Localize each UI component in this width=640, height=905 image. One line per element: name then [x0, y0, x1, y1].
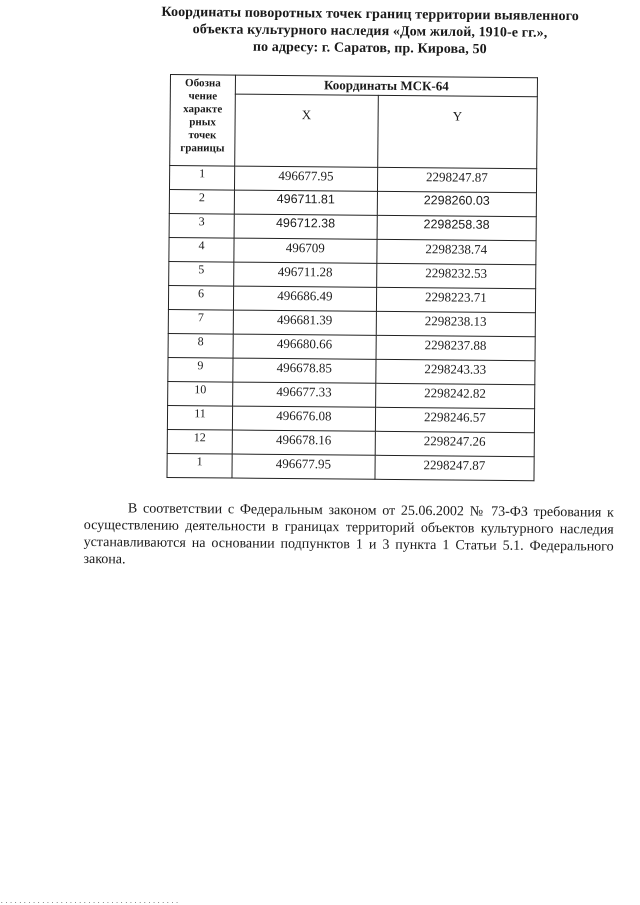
designation-header-part: границы [180, 142, 225, 155]
x-value: 496677.95 [232, 454, 375, 479]
designation-header-part: Обозна [185, 77, 221, 90]
designation-header-part: точек [188, 129, 217, 142]
y-value: 2298247.87 [375, 455, 534, 480]
legal-basis-paragraph: В соответствии с Федеральным законом от 25.06.2002 № 73-ФЗ требования к осуществлению деятельности в границах территорий объектов культурного наследия устанавливаются на основании подпунктов 1 и 3 пункта 1 Статьи 5.1. Федерального закона. [83, 501, 614, 568]
x-value: 496680.66 [233, 334, 376, 359]
x-value: 496678.85 [233, 358, 376, 383]
point-number: 3 [169, 213, 234, 238]
y-value: 2298243.33 [376, 359, 535, 384]
table-row [168, 285, 535, 312]
x-value: 496678.16 [232, 430, 375, 455]
point-number: 6 [168, 285, 233, 310]
x-value: 496677.33 [233, 382, 376, 407]
scan-edge-marks: ....................................... [0, 898, 180, 905]
y-value: 2298238.74 [377, 239, 536, 264]
point-number: 4 [169, 237, 234, 262]
point-number: 7 [168, 309, 233, 334]
coordinates-table [166, 74, 538, 481]
point-number: 1 [169, 166, 234, 191]
table-row [167, 405, 534, 432]
designation-header-part: рных [189, 116, 216, 129]
table-row [168, 381, 535, 408]
designation-header-part: характе [183, 103, 223, 116]
point-number: 1 [167, 453, 232, 478]
y-value: 2298246.57 [375, 407, 534, 432]
point-number: 2 [169, 189, 234, 214]
y-value: 2298223.71 [376, 287, 535, 312]
title-line-2: объекта культурного наследия «Дом жилой, 1910-е гг.», [192, 22, 548, 41]
table-row [169, 166, 536, 193]
title-line-3: по адресу: г. Саратов, пр. Кирова, 50 [252, 39, 487, 58]
x-value: 496681.39 [233, 310, 376, 335]
table-row [169, 261, 536, 288]
x-value: 496711.28 [234, 262, 377, 287]
y-value: 2298232.53 [376, 263, 535, 288]
designation-header-part: чение [188, 90, 218, 103]
x-column-header: X [235, 94, 378, 167]
y-value: 2298238.13 [376, 311, 535, 336]
coordinates-group-header: Координаты МСК-64 [235, 75, 537, 97]
x-value: 496676.08 [232, 406, 375, 431]
point-number: 5 [169, 261, 234, 286]
y-value: 2298258.38 [377, 215, 536, 240]
title-line-1: Координаты поворотных точек границ территории выявленного [161, 4, 579, 25]
x-value: 496677.95 [234, 166, 377, 191]
table-row [169, 213, 536, 240]
table-row [168, 309, 535, 336]
point-number: 8 [168, 333, 233, 358]
table-row [168, 333, 535, 360]
x-value: 496711.81 [234, 190, 377, 215]
y-value: 2298247.26 [375, 431, 534, 456]
point-number: 10 [168, 381, 233, 406]
x-value: 496709 [234, 238, 377, 263]
table-row [168, 357, 535, 384]
y-value: 2298242.82 [375, 383, 534, 408]
point-number: 11 [167, 405, 232, 430]
y-column-header: Y [377, 96, 537, 169]
y-value: 2298237.88 [376, 335, 535, 360]
table-row [167, 453, 534, 480]
y-value: 2298247.87 [377, 167, 536, 192]
point-number: 12 [167, 429, 232, 454]
document-title [110, 3, 631, 59]
y-value: 2298260.03 [377, 191, 536, 216]
designation-header [170, 75, 236, 167]
table-row [169, 189, 536, 216]
x-value: 496712.38 [234, 214, 377, 239]
x-value: 496686.49 [233, 286, 376, 311]
table-row [167, 429, 534, 456]
point-number: 9 [168, 357, 233, 382]
table-row [169, 237, 536, 264]
